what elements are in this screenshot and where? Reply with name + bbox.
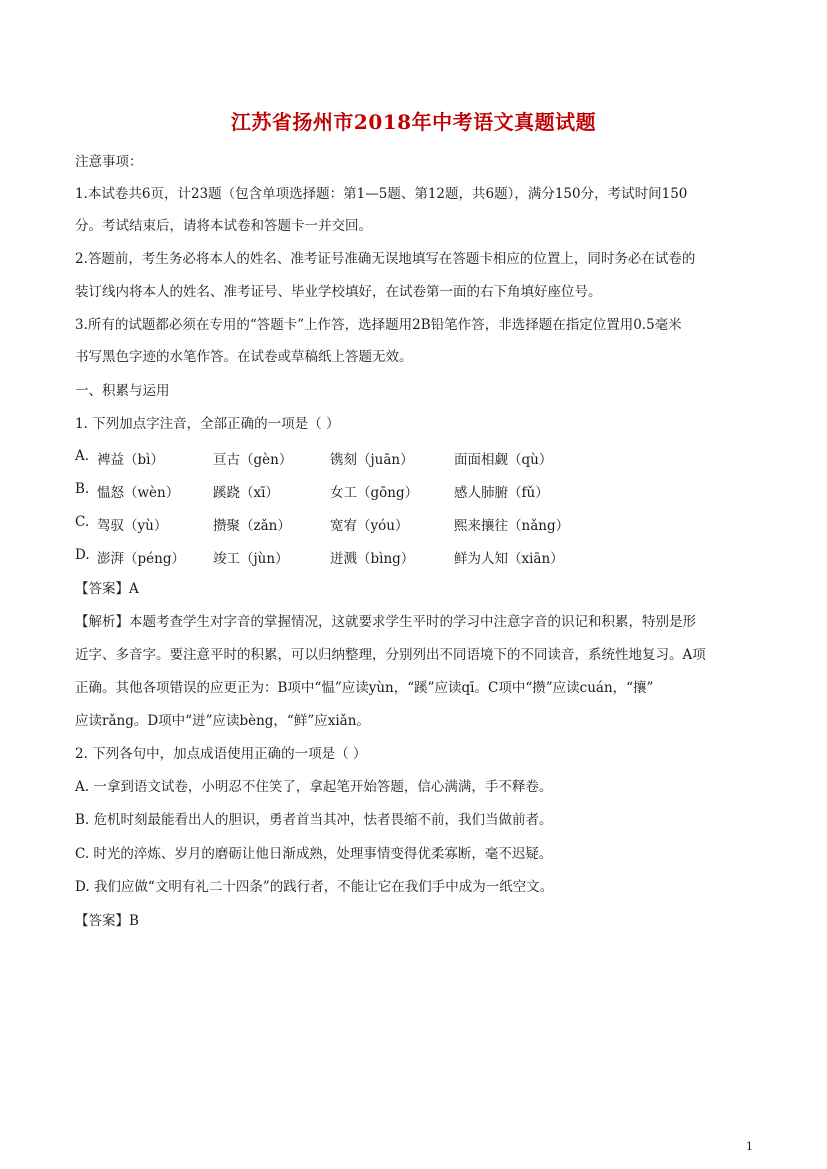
question-1-option-d-item: 澎湃（péng） — [97, 551, 185, 567]
question-2-answer: 【答案】B — [75, 913, 139, 929]
question-2-stem: 2. 下列各句中，加点成语使用正确的一项是（ ） — [75, 746, 367, 762]
page-title: 江苏省扬州市2018年中考语文真题试题 — [230, 110, 597, 134]
question-1-option-b-item: 愠怒（wèn） — [97, 485, 180, 501]
notice-item-3-line-2: 书写黑色字迹的水笔作答。在试卷或草稿纸上答题无效。 — [75, 349, 413, 365]
question-1-option-d-item: 迸溅（bìng） — [330, 551, 415, 567]
question-1-option-a-item: 面面相觑（qù） — [454, 452, 553, 468]
question-1-option-c-item: 熙来攘往（nǎng） — [454, 518, 570, 534]
question-2-option-b: B. 危机时刻最能看出人的胆识，勇者首当其冲，怯者畏缩不前，我们当做前者。 — [75, 812, 553, 828]
question-1-analysis-line-4: 应读rǎng。D项中“迸”应读bèng，“鲜”应xiǎn。 — [75, 713, 370, 729]
notice-item-2-line-2: 装订线内将本人的姓名、准考证号、毕业学校填好，在试卷第一面的右下角填好座位号。 — [75, 284, 602, 300]
question-1-option-a-label: A. — [75, 448, 90, 464]
question-1-analysis-line-3: 正确。其他各项错误的应更正为：B项中“愠”应读yùn，“蹊”应读qī。C项中“攒”应读cuán，“攘” — [75, 680, 654, 696]
question-1-option-c-item: 攒聚（zǎn） — [213, 518, 291, 534]
question-1-option-d-label: D. — [75, 547, 90, 563]
question-1-option-a-item: 镌刻（juān） — [330, 452, 414, 468]
notice-item-1-line-1: 1.本试卷共6页，计23题（包含单项选择题：第1—5题、第12题，共6题），满分150分，考试时间150 — [75, 186, 688, 202]
question-1-option-d-item: 鲜为人知（xiān） — [454, 551, 564, 567]
question-1-option-c-item: 驾驭（yù） — [97, 518, 168, 534]
question-2-option-a: A. 一拿到语文试卷，小明忍不住笑了，拿起笔开始答题，信心满满，手不释卷。 — [75, 779, 553, 795]
question-1-option-b-item: 女工（gōng） — [330, 485, 419, 501]
question-1-option-a-item: 裨益（bì） — [97, 452, 164, 468]
question-1-option-a-item: 亘古（gèn） — [213, 452, 293, 468]
question-1-answer: 【答案】A — [75, 581, 139, 597]
question-1-analysis-line-2: 近字、多音字。要注意平时的积累，可以归纳整理，分别列出不同语境下的不同读音，系统性地复习。A项 — [75, 647, 706, 663]
question-1-option-b-label: B. — [75, 481, 90, 497]
question-1-option-b-item: 蹊跷（xī） — [213, 485, 279, 501]
page-number: 1 — [746, 1140, 753, 1153]
question-2-option-d: D. 我们应做“文明有礼二十四条”的践行者，不能让它在我们手中成为一纸空文。 — [75, 879, 554, 895]
section-heading: 一、积累与运用 — [75, 383, 170, 399]
question-2-option-c: C. 时光的淬炼、岁月的磨砺让他日渐成熟，处理事情变得优柔寡断，毫不迟疑。 — [75, 846, 553, 862]
notice-item-3-line-1: 3.所有的试题都必须在专用的“答题卡”上作答，选择题用2B铅笔作答，非选择题在指定位置用0.5毫米 — [75, 317, 682, 333]
question-1-option-c-item: 宽宥（yóu） — [330, 518, 409, 534]
question-1-option-c-label: C. — [75, 514, 90, 530]
notice-item-2-line-1: 2.答题前，考生务必将本人的姓名、准考证号准确无误地填写在答题卡相应的位置上，同时务必在试卷的 — [75, 251, 696, 267]
notice-item-1-line-2: 分。考试结束后，请将本试卷和答题卡一并交回。 — [75, 218, 372, 234]
question-1-stem: 1. 下列加点字注音，全部正确的一项是（ ） — [75, 416, 340, 432]
question-1-analysis-line-1: 【解析】本题考查学生对字音的掌握情况，这就要求学生平时的学习中注意字音的识记和积累，特别是形 — [75, 614, 696, 630]
question-1-option-d-item: 竣工（jùn） — [213, 551, 289, 567]
question-1-option-b-item: 感人肺腑（fǔ） — [454, 485, 549, 501]
notice-heading: 注意事项： — [75, 154, 143, 170]
